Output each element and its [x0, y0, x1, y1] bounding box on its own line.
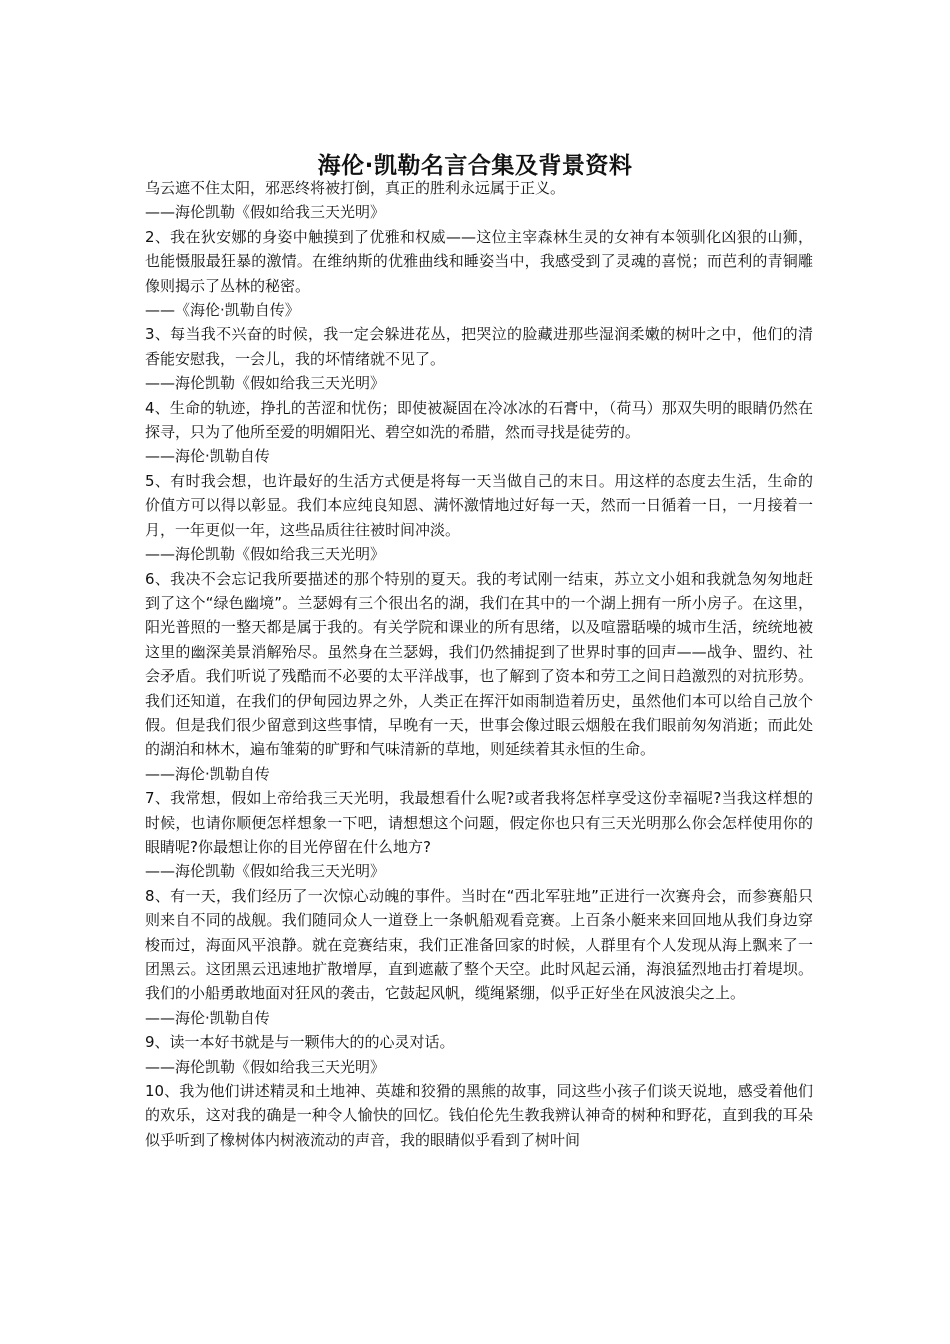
quote-entry [145, 225, 813, 323]
quote-entry [145, 396, 813, 469]
quote-entry [145, 1079, 813, 1152]
quote-text: 2、我在狄安娜的身姿中触摸到了优雅和权威——这位主宰森林生灵的女神有本领驯化凶狠的山狮，也能慑服最狂暴的激情。在维纳斯的优雅曲线和睡姿当中，我感受到了灵魂的喜悦；而芭利的青铜雕像则揭示了丛林的秘密。 [145, 227, 813, 295]
quote-entry [145, 1030, 813, 1079]
quote-source: ——海伦·凯勒自传 [145, 764, 270, 783]
quote-entry [145, 567, 813, 787]
quote-source: ——海伦凯勒《假如给我三天光明》 [145, 862, 386, 881]
document-body [145, 176, 813, 1152]
quote-source: ——海伦·凯勒自传 [145, 1008, 270, 1027]
quote-entry [145, 322, 813, 395]
quote-entry [145, 884, 813, 1030]
quote-text: 7、我常想，假如上帝给我三天光明，我最想看什么呢?或者我将怎样享受这份幸福呢?当我这样想的时候，也请你顺便怎样想象一下吧，请想想这个问题，假定你也只有三天光明那么你会怎样使用你的眼睛呢?你最想让你的目光停留在什么地方? [145, 789, 813, 856]
quote-text: 10、我为他们讲述精灵和土地神、英雄和狡猾的黑熊的故事，同这些小孩子们谈天说地，感受着他们的欢乐，这对我的确是一种令人愉快的回忆。钱伯伦先生教我辨认神奇的树种和野花，直到我的耳朵似乎听到了橡树体内树液流动的声音，我的眼睛似乎看到了树叶间 [145, 1082, 813, 1149]
quote-entry [145, 786, 813, 884]
quote-text: 9、读一本好书就是与一颗伟大的的心灵对话。 [145, 1033, 455, 1052]
quote-text: 6、我决不会忘记我所要描述的那个特别的夏天。我的考试刚一结束，苏立文小姐和我就急匆匆地赶到了这个“绿色幽境”。兰瑟姆有三个很出名的湖，我们在其中的一个湖上拥有一所小房子。在这里，阳光普照的一整天都是属于我的。有关学院和课业的所有思绪，以及喧嚣聒噪的城市生活，统统地被这里的幽深美景消解殆尽。虽然身在兰瑟姆，我们仍然捕捉到了世界时事的回声——战争、盟约、社会矛盾。我们听说了残酷而不必要的太平洋战事，也了解到了资本和劳工之间日趋激烈的对抗形势。我们还知道，在我们的伊甸园边界之外，人类正在挥汗如雨制造着历史，虽然他们本可以给自己放个假。但是我们很少留意到这些事情，早晚有一天，世事会像过眼云烟般在我们眼前匆匆消逝；而此处的湖泊和林木，遍布雏菊的旷野和气味清新的草地，则延续着其永恒的生命。 [145, 569, 813, 759]
quote-entry [145, 176, 813, 225]
quote-source: ——海伦凯勒《假如给我三天光明》 [145, 374, 386, 393]
quote-source: ——海伦凯勒《假如给我三天光明》 [145, 1057, 386, 1076]
quote-text: 8、有一天，我们经历了一次惊心动魄的事件。当时在“西北军驻地”正进行一次赛舟会，而参赛船只则来自不同的战舰。我们随同众人一道登上一条帆船观看竞赛。上百条小艇来来回回地从我们身边穿梭而过，海面风平浪静。就在竞赛结束，我们正准备回家的时候，人群里有个人发现从海上飘来了一团黑云。这团黑云迅速地扩散增厚，直到遮蔽了整个天空。此时风起云涌，海浪猛烈地击打着堤坝。我们的小船勇敢地面对狂风的袭击，它鼓起风帆，缆绳紧绷，似乎正好坐在风波浪尖之上。 [145, 886, 813, 1003]
quote-text: 4、生命的轨迹，挣扎的苦涩和忧伤；即使被凝固在冷冰冰的石膏中，（荷马）那双失明的眼睛仍然在探寻，只为了他所至爱的明媚阳光、碧空如洗的希腊，然而寻找是徒劳的。 [145, 398, 813, 442]
quote-text: 5、有时我会想，也许最好的生活方式便是将每一天当做自己的末日。用这样的态度去生活，生命的价值方可以得以彰显。我们本应纯良知恩、满怀激情地过好每一天，然而一日循着一日，一月接着一月，一年更似一年，这些品质往往被时间冲淡。 [145, 471, 813, 539]
quote-source: ——海伦凯勒《假如给我三天光明》 [145, 545, 386, 564]
document-title: 海伦·凯勒名言合集及背景资料 [317, 153, 633, 180]
quote-source: ——海伦凯勒《假如给我三天光明》 [145, 203, 386, 222]
quote-text: 乌云遮不住太阳，邪恶终将被打倒，真正的胜利永远属于正义。 [145, 179, 566, 197]
quote-source: ——《海伦·凯勒自传》 [145, 301, 300, 320]
quote-text: 3、每当我不兴奋的时候，我一定会躲进花丛，把哭泣的脸藏进那些湿润柔嫩的树叶之中，他们的清香能安慰我，一会儿，我的坏情绪就不见了。 [145, 325, 813, 368]
quote-entry [145, 469, 813, 567]
quote-source: ——海伦·凯勒自传 [145, 447, 270, 466]
